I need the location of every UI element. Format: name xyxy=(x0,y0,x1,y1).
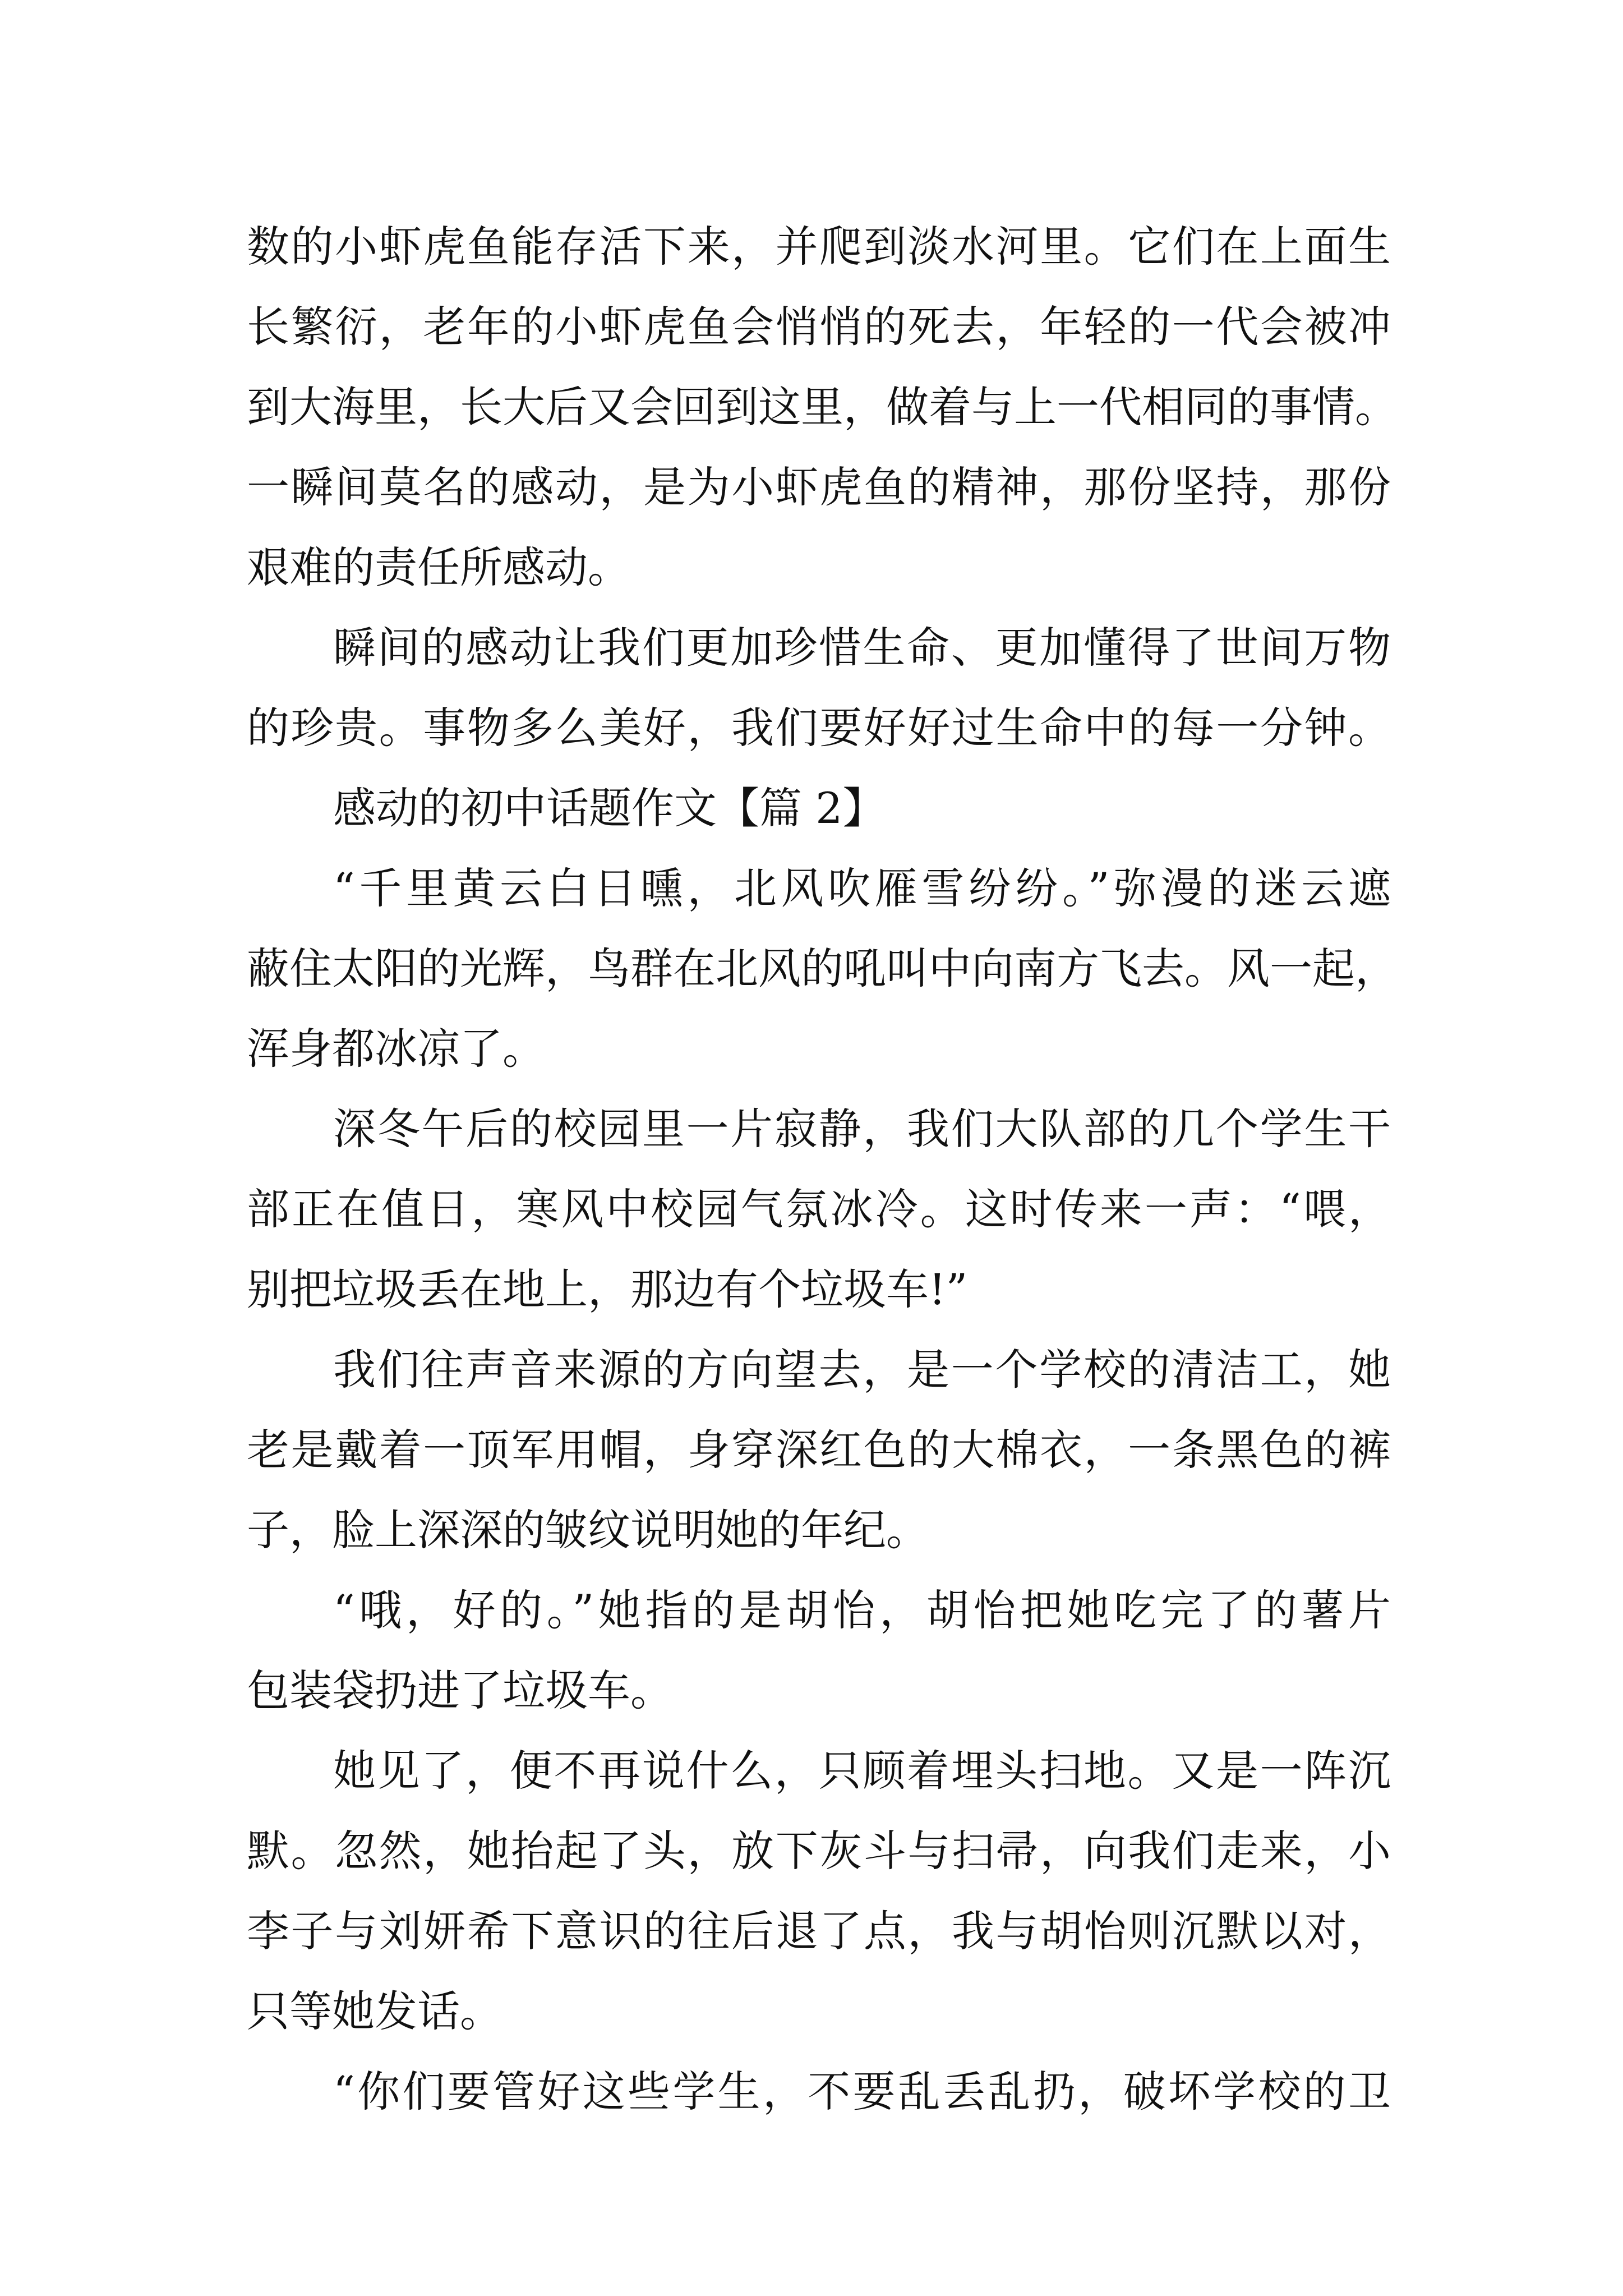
text-line: 数的小虾虎鱼能存活下来，并爬到淡水河里。它们在上面生 xyxy=(247,222,1391,272)
text-line: 默。忽然，她抬起了头，放下灰斗与扫帚，向我们走来，小 xyxy=(247,1826,1391,1876)
paragraph-first-line: 我们往声音来源的方向望去，是一个学校的清洁工，她 xyxy=(333,1345,1391,1395)
text-line: 别把垃圾丢在地上，那边有个垃圾车!” xyxy=(247,1264,968,1314)
text-line: 艰难的责任所感动。 xyxy=(247,542,630,592)
text-line: 包装袋扔进了垃圾车。 xyxy=(247,1665,673,1715)
paragraph-first-line: 瞬间的感动让我们更加珍惜生命、更加懂得了世间万物 xyxy=(333,623,1391,673)
text-line: 到大海里，长大后又会回到这里，做着与上一代相同的事情。 xyxy=(247,382,1398,432)
text-line: 的珍贵。事物多么美好，我们要好好过生命中的每一分钟。 xyxy=(247,703,1391,753)
text-line: 蔽住太阳的光辉，鸟群在北风的吼叫中向南方飞去。风一起， xyxy=(247,944,1398,993)
text-line: 长繁衍，老年的小虾虎鱼会悄悄的死去，年轻的一代会被冲 xyxy=(247,302,1391,352)
paragraph-first-line: “千里黄云白日曛，北风吹雁雪纷纷。”弥漫的迷云遮 xyxy=(333,863,1391,913)
section-heading: 感动的初中话题作文【篇 2】 xyxy=(333,783,886,833)
paragraph-first-line: “你们要管好这些学生，不要乱丢乱扔，破坏学校的卫 xyxy=(333,2067,1391,2116)
paragraph-first-line: 深冬午后的校园里一片寂静，我们大队部的几个学生干 xyxy=(333,1104,1391,1154)
text-line: 李子与刘妍希下意识的往后退了点，我与胡怡则沉默以对， xyxy=(247,1906,1391,1956)
text-line: 部正在值日，寒风中校园气氛冰冷。这时传来一声：“喂， xyxy=(247,1184,1391,1234)
text-line: 浑身都冰凉了。 xyxy=(247,1024,545,1074)
text-line: 子，脸上深深的皱纹说明她的年纪。 xyxy=(247,1505,929,1555)
text-line: 一瞬间莫名的感动，是为小虾虎鱼的精神，那份坚持，那份 xyxy=(247,462,1391,512)
paragraph-first-line: 她见了，便不再说什么，只顾着埋头扫地。又是一阵沉 xyxy=(333,1746,1391,1796)
text-line: 老是戴着一顶军用帽，身穿深红色的大棉衣，一条黑色的裤 xyxy=(247,1425,1391,1475)
text-line: 只等她发话。 xyxy=(247,1986,502,2036)
paragraph-first-line: “哦，好的。”她指的是胡怡，胡怡把她吃完了的薯片 xyxy=(333,1585,1391,1635)
